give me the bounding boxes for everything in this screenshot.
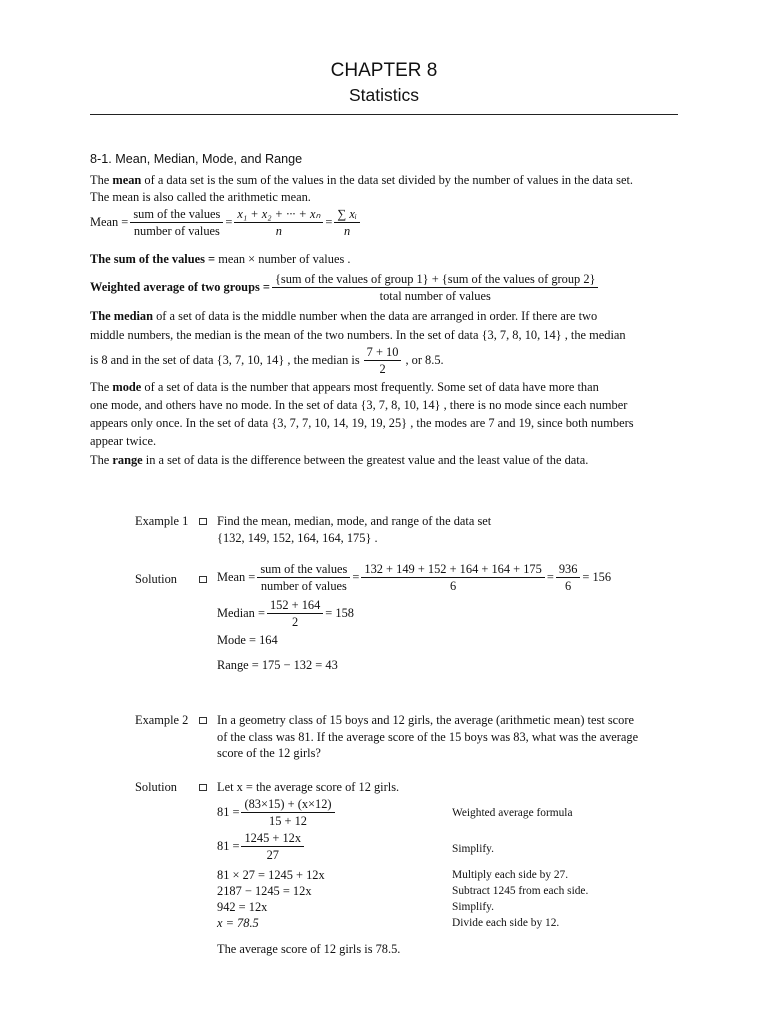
example2-step6-note: Divide each side by 12. (452, 917, 560, 929)
example2-step5: 942 = 12x (217, 900, 268, 914)
median-example: is 8 and in the set of data {3, 7, 10, 14} , the median is $\frac{7 + 10}{2}$ , or 8.5. (90, 345, 444, 377)
example2-step2: 81 = $\frac{1245 + 12x}{27}$ (217, 831, 306, 863)
example1-median-calc: Median = $\frac{152 + 164}{2}$ = 158 (217, 598, 354, 630)
box-bullet (199, 779, 217, 796)
example2-step2-note: Simplify. (452, 843, 494, 855)
example1-question: Find the mean, median, mode, and range of the data set {132, 149, 152, 164, 164, 175} . (217, 514, 492, 545)
example1-label: Example 1 (135, 514, 189, 528)
example2-step1: 81 = $\frac{(83\times 15) + (x\times 12)}{15 + 12}$ (217, 797, 337, 829)
example2-step4: 2187 − 1245 = 12x (217, 884, 312, 898)
example2-let: Let x = the average score of 12 girls. (217, 780, 400, 794)
example1-solution-label: Solution (135, 572, 177, 586)
mode-definition: The mode of a set of data is the number that appears most frequently. Some set of data have more than one mode, and others have no mode. In the set of data {3, 7, 8, 10, 14} , there is no mode since each number appears only once. In the set of data {3, 7, 7, 10, 14, 19, 19, 25} , the modes are 7 and 19, since both numbers appear twice. (90, 380, 634, 448)
box-bullet (199, 513, 217, 530)
example2-label: Example 2 (135, 713, 189, 727)
mean-formula: Mean = $\frac{\text{sum of the values}}{\text{number of values}}$ = $\frac{\text{x₁ + x₂ + ··· + xₙ}}{n}$ = $\frac{\text{∑ xᵢ}}{n}$ (90, 207, 362, 239)
example1-mean-calc: Mean = $\frac{\text{sum of the values}}{\text{number of values}}$ = $\frac{132 + 149 + 152 + 164 + 164 + 175}{6}$ = $\frac{936}{6}$ = 156 (217, 562, 612, 594)
section-title: 8-1. Mean, Median, Mode, and Range (90, 152, 303, 166)
range-definition: The range in a set of data is the difference between the greatest value and the least value of the data. (90, 453, 589, 467)
example1-range: Range = 175 − 132 = 43 (217, 658, 338, 672)
box-bullet (199, 712, 217, 729)
example2-step6: x = 78.5 (217, 916, 259, 930)
example2-question: In a geometry class of 15 boys and 12 girls, the average (arithmetic mean) test score of the class was 81. If the average score of the 15 boys was 83, what was the average score of the 12 girls? (217, 713, 639, 761)
example2-step4-note: Subtract 1245 from each side. (452, 885, 589, 897)
mean-definition: The mean of a data set is the sum of the values in the data set divided by the number of values in the data set. The mean is also called the arithmetic mean. (90, 173, 634, 204)
header-rule (90, 114, 678, 115)
example2-step3-note: Multiply each side by 27. (452, 869, 569, 881)
example1-mode: Mode = 164 (217, 633, 278, 647)
example2-step3: 81 × 27 = 1245 + 12x (217, 868, 325, 882)
chapter-subtitle: Statistics (348, 85, 420, 105)
example2-step1-note: Weighted average formula (452, 807, 573, 819)
example2-conclusion: The average score of 12 girls is 78.5. (217, 942, 401, 956)
box-bullet (199, 571, 217, 588)
sum-of-values: The sum of the values = mean × number of values . (90, 252, 351, 266)
weighted-average-formula: Weighted average of two groups = {sum of the values of group 1} + {sum of the values of group 2} total number of values (90, 272, 600, 304)
example2-solution-label: Solution (135, 780, 177, 794)
median-definition: The median of a set of data is the middle number when the data are arranged in order. If there are two middle numbers, the median is the mean of the two numbers. In the set of data {3, 7, 8, 10, 14} , the median (90, 309, 626, 342)
example2-step5-note: Simplify. (452, 901, 494, 913)
chapter-heading: CHAPTER 8 (330, 60, 438, 81)
